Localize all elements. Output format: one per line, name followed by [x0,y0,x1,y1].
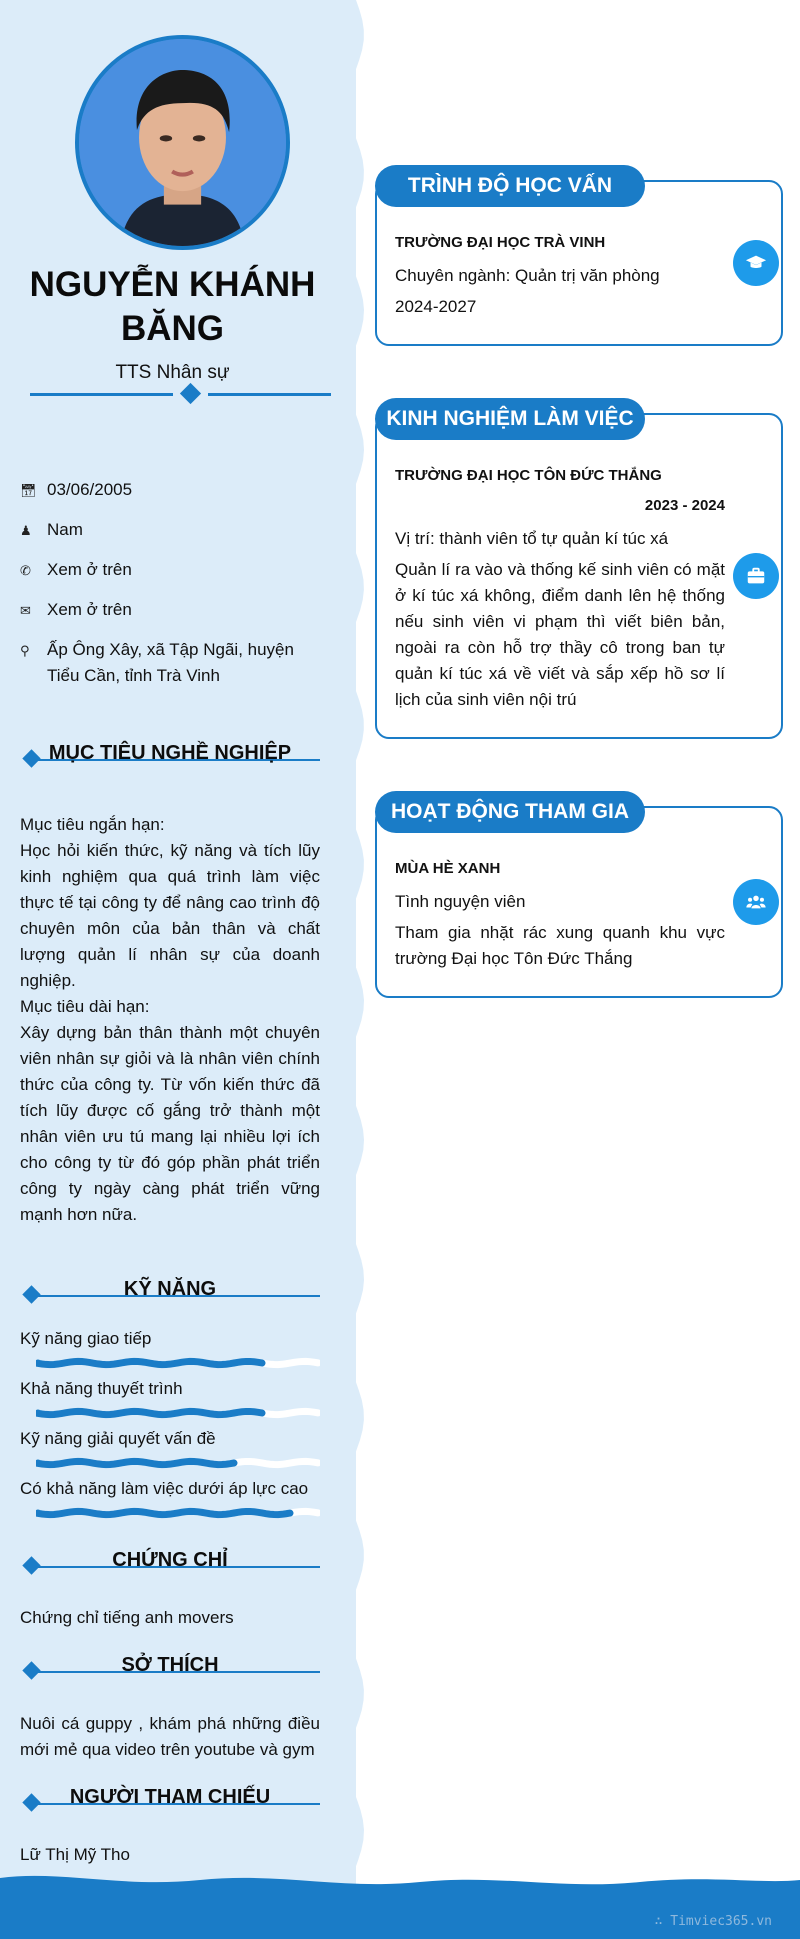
skill-level-bar [36,1507,320,1519]
contact-phone: ✆ Xem ở trên [20,557,320,584]
education-years: 2024-2027 [395,297,477,316]
skill-label: Kỹ năng giải quyết vấn đề [20,1429,216,1448]
profile-photo [79,39,286,246]
name-divider-right [208,393,331,396]
skill-level-bar [36,1407,320,1419]
graduation-cap-icon [733,240,779,286]
avatar [75,35,290,250]
group-icon [733,879,779,925]
certificates-heading: CHỨNG CHỈ [20,1549,320,1579]
experience-org: TRƯỜNG ĐẠI HỌC TÔN ĐỨC THẮNG [395,467,662,484]
email-icon: ✉ [20,603,31,618]
name-divider-left [30,393,173,396]
references-text: Lữ Thị Mỹ Tho [20,1845,130,1864]
skill-bar-fill [38,1511,290,1514]
experience-description: Quản lí ra vào và thống kế sinh viên có mặt ở kí túc xá không, điểm danh lên hệ thống nếu sinh viên vi phạm thì viết biên bản, ngoài ra còn hỗ trợ thầy cô trong ban tự quản kí túc xá về viết và sắp xếp hồ sơ lí lịch của sinh viên nội trú [395,560,725,709]
education-major: Chuyên ngành: Quản trị văn phòng [395,266,660,285]
skill-bar-fill [38,1461,234,1464]
hobbies-heading: SỞ THÍCH [20,1654,320,1684]
contact-address: ⚲ Ấp Ông Xây, xã Tập Ngãi, huyện Tiểu Cần, tỉnh Trà Vinh [20,637,320,689]
education-school: TRƯỜNG ĐẠI HỌC TRÀ VINH [395,234,606,251]
person-icon: ♟ [20,523,32,538]
skill-bar-fill [38,1361,262,1364]
experience-heading: KINH NGHIỆM LÀM VIỆC [375,398,645,440]
phone-icon: ✆ [20,563,31,578]
references-heading: NGƯỜI THAM CHIẾU [20,1786,320,1816]
location-pin-icon: ⚲ [20,643,30,658]
experience-position: Vị trí: thành viên tổ tự quản kí túc xá [395,529,669,548]
objective-text: Mục tiêu ngắn hạn: Học hỏi kiến thức, kỹ năng và tích lũy kinh nghiệm qua quá trình làm việc thực tế tại công ty để nâng cao trình độ chuyên môn của bản thân và chất lượng quản lí nhân sự của doanh nghiệp. Mục tiêu dài hạn: Xây dựng bản thân thành một chuyên viên nhân sự giỏi và là nhân viên chính thức của công ty. Từ vốn kiến thức đã tích lũy được cố gắng trở thành một nhân viên ưu tú mang lại nhiều lợi ích cho công ty từ đó góp phần phát triển công ty ngày càng phát triển vững mạnh hơn nữa. [20,815,320,1224]
calendar-icon: 📅︎ [20,483,37,498]
experience-period: 2023 - 2024 [644,497,725,514]
skill-bar-fill [38,1411,262,1414]
name-line-2: BĂNG [120,309,225,348]
skill-label: Có khả năng làm việc dưới áp lực cao [20,1479,309,1498]
objective-heading: MỤC TIÊU NGHỀ NGHIỆP [20,742,320,772]
contact-birthdate: 📅︎ 03/06/2005 [20,477,320,504]
skill-level-bar [36,1357,320,1369]
activities-name: MÙA HÈ XANH [395,860,501,877]
skill-label: Khả năng thuyết trình [20,1379,183,1398]
contact-email: ✉ Xem ở trên [20,597,320,624]
skill-level-bar [36,1457,320,1469]
candidate-name [20,263,325,351]
education-heading: TRÌNH ĐỘ HỌC VẤN [375,165,645,207]
certificates-text: Chứng chỉ tiếng anh movers [20,1608,234,1627]
activities-role: Tình nguyện viên [395,892,526,911]
contact-gender: ♟ Nam [20,517,320,544]
hobbies-text: Nuôi cá guppy , khám phá những điều mới mẻ qua video trên youtube và gym [20,1714,320,1759]
name-line-1: NGUYỄN KHÁNH [29,265,316,304]
skill-label: Kỹ năng giao tiếp [20,1329,152,1348]
job-title: TTS Nhân sự [115,362,230,383]
watermark: ∴ Timviec365.vn [654,1914,772,1929]
activities-heading: HOẠT ĐỘNG THAM GIA [375,791,645,833]
skills-heading: KỸ NĂNG [20,1278,320,1308]
briefcase-icon [733,553,779,599]
activities-description: Tham gia nhặt rác xung quanh khu vực trường Đại học Tôn Đức Thắng [395,923,725,968]
